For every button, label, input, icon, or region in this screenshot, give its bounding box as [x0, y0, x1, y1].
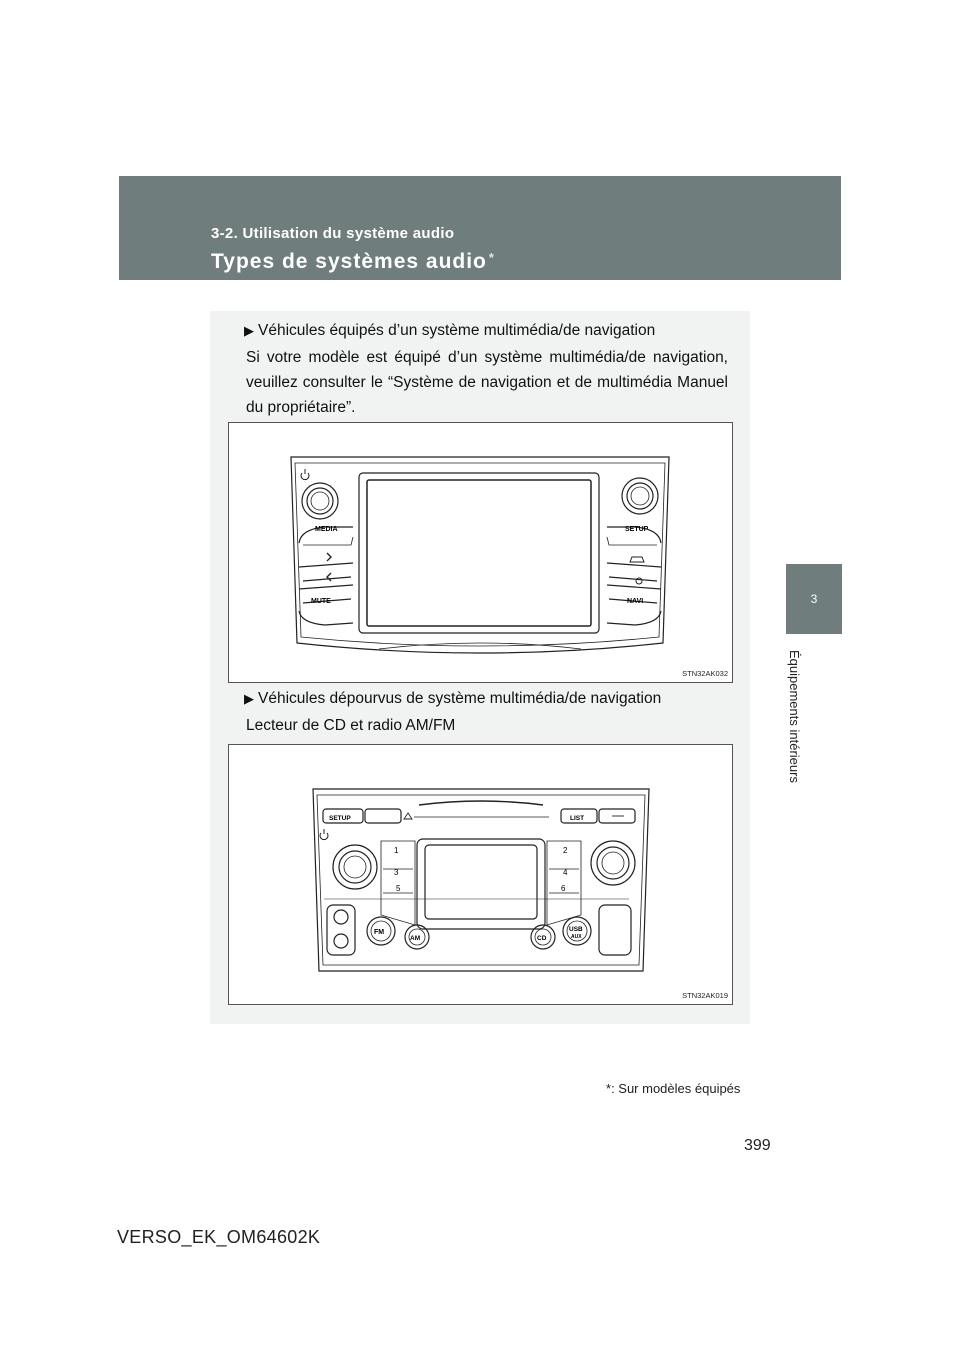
footnote-asterisk: * [606, 1081, 612, 1096]
fm-button-label: FM [374, 929, 385, 936]
header-band [119, 176, 841, 280]
navi-button-label: NAVI [627, 598, 644, 605]
list-button-label: LIST [570, 815, 585, 822]
chapter-tab: 3 [786, 564, 842, 634]
item-heading-audio [244, 686, 661, 711]
preset-1-label: 1 [394, 846, 399, 855]
item-heading-text: Véhicules équipés d’un système multimédia/de navigation [258, 322, 656, 339]
mute-button-label: MUTE [311, 598, 331, 605]
figure-code: STN32AK019 [682, 991, 728, 1000]
triangle-bullet-icon: ▶ [244, 323, 254, 338]
footnote-text: : Sur modèles équipés [611, 1081, 741, 1096]
section-label: 3-2. Utilisation du système audio [211, 225, 455, 242]
preset-5-label: 5 [396, 884, 401, 893]
preset-3-label: 3 [394, 868, 399, 877]
item-heading-text: Véhicules dépourvus de système multimédia/de navigation [258, 690, 662, 707]
document-code: VERSO_EK_OM64602K [117, 1227, 321, 1247]
usb-button-label: USB [569, 926, 583, 933]
preset-6-label: 6 [561, 884, 566, 893]
item-body-audio: Lecteur de CD et radio AM/FM [246, 717, 456, 734]
preset-4-label: 4 [563, 868, 568, 877]
title-asterisk: * [488, 250, 495, 265]
item-heading-nav [244, 318, 655, 343]
item-body-nav: Si votre modèle est équipé d’un système multimédia/de navigation, veuillez consulter le “Système de navigation et de multimédia Manuel du propriétaire”. [246, 349, 728, 416]
page-title-text: Types de systèmes audio [211, 250, 487, 273]
setup-button-label: SETUP [625, 526, 649, 533]
am-button-label: AM [410, 935, 421, 942]
page-title [211, 250, 495, 274]
figure-audio-unit [228, 744, 733, 1005]
setup-button-label: SETUP [329, 815, 351, 822]
aux-button-label: AUX [571, 934, 582, 940]
footnote [606, 1081, 740, 1096]
cd-button-label: CD [537, 935, 547, 942]
triangle-bullet-icon: ▶ [244, 691, 254, 706]
figure-code: STN32AK032 [682, 669, 728, 678]
preset-2-label: 2 [563, 846, 568, 855]
page-number: 399 [744, 1137, 771, 1154]
audio-unit-illustration [229, 745, 732, 1004]
figure-navigation-unit [228, 422, 733, 683]
navigation-unit-illustration [229, 423, 732, 682]
chapter-label: Équipements intérieurs [787, 650, 802, 783]
media-button-label: MEDIA [315, 526, 338, 533]
